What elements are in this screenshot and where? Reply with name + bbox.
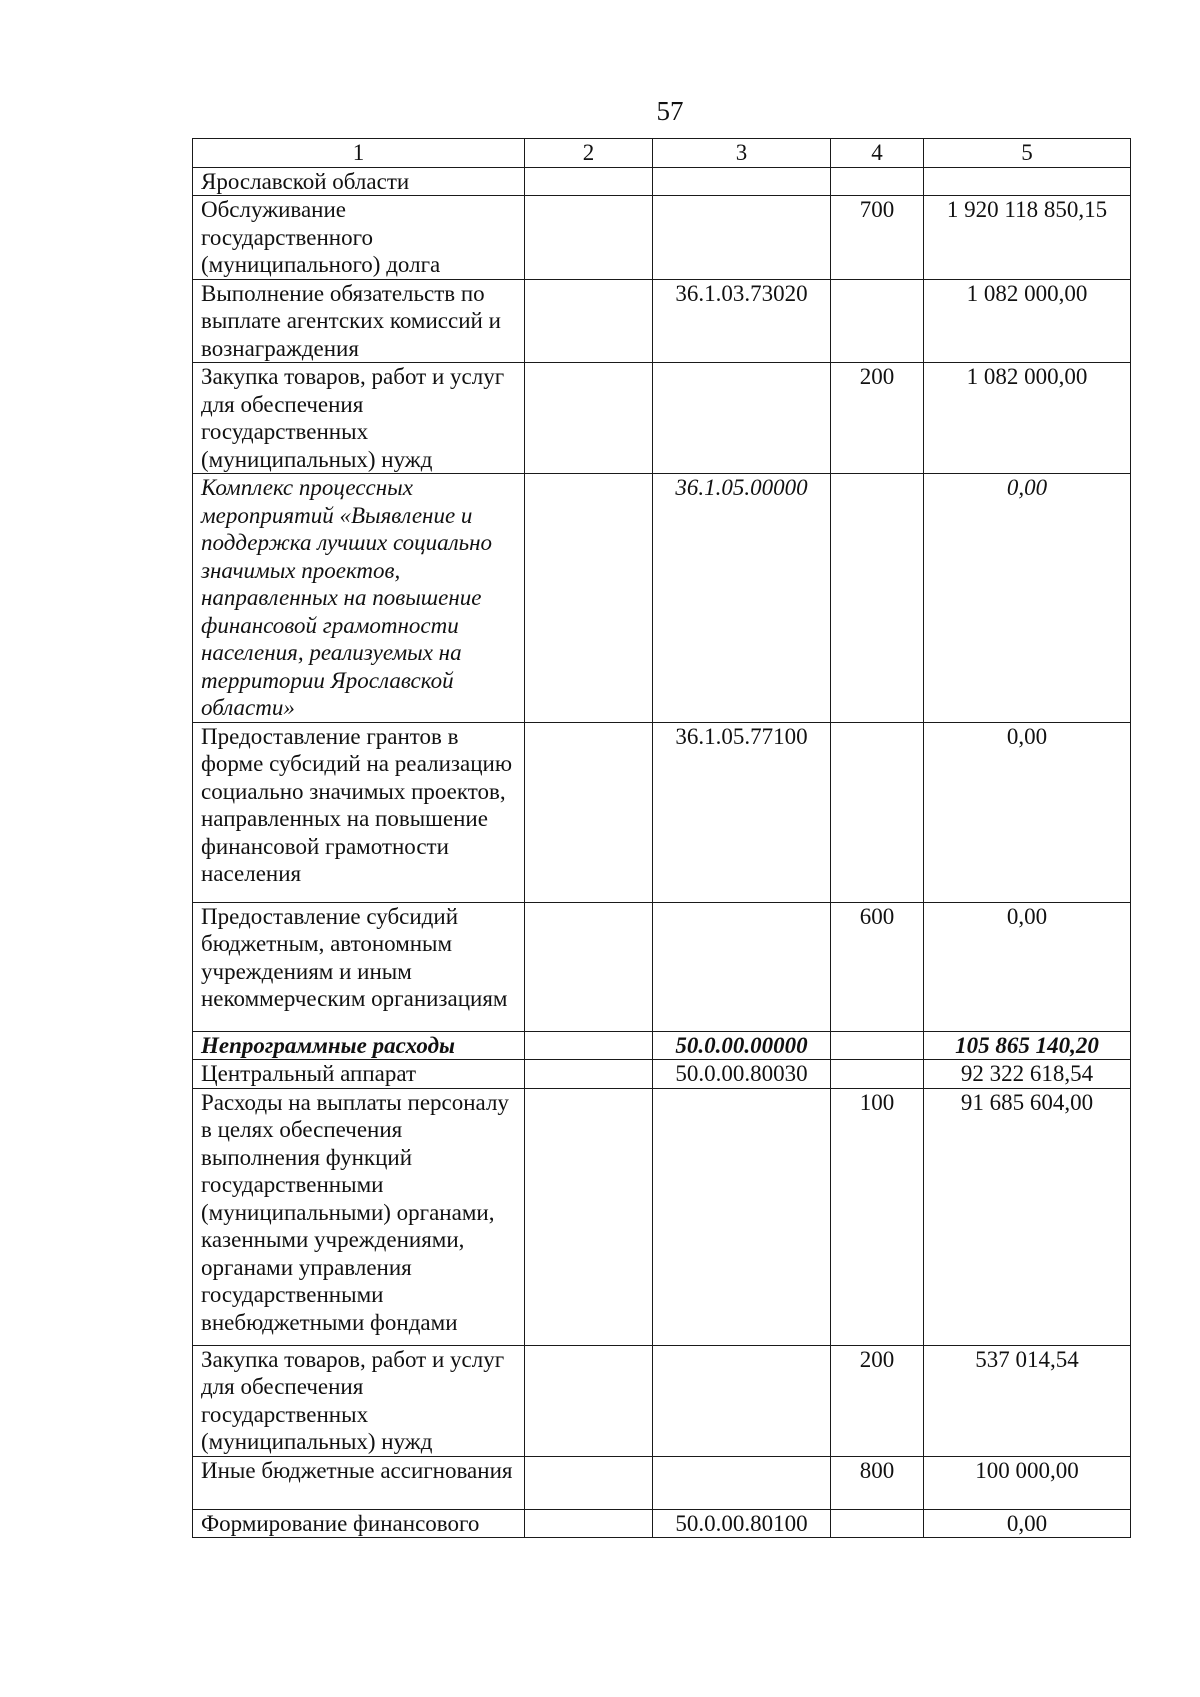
table-row [193, 1456, 1131, 1509]
row-amount-cell: 0,00 [924, 474, 1131, 723]
row-type-cell: 200 [831, 363, 924, 474]
table-row [193, 1060, 1131, 1089]
row-col2-cell [525, 902, 653, 1031]
row-amount-cell: 0,00 [924, 722, 1131, 902]
row-name-cell: Обслуживание государственного (муниципального) долга [193, 196, 525, 280]
row-code-cell: 50.0.00.80030 [653, 1060, 831, 1089]
row-type-cell [831, 279, 924, 363]
row-amount-cell: 1 920 118 850,15 [924, 196, 1131, 280]
row-name-cell: Расходы на выплаты персоналу в целях обеспечения выполнения функций государственными (муниципальными) органами, казенными учреждениями, органами управления государственными внебюджетными фондами [193, 1088, 525, 1345]
row-amount-cell: 1 082 000,00 [924, 279, 1131, 363]
row-code-cell: 36.1.03.73020 [653, 279, 831, 363]
row-amount-cell: 100 000,00 [924, 1456, 1131, 1509]
row-col2-cell [525, 167, 653, 196]
row-amount-cell: 1 082 000,00 [924, 363, 1131, 474]
row-col2-cell [525, 196, 653, 280]
row-type-cell: 700 [831, 196, 924, 280]
row-amount-cell [924, 167, 1131, 196]
row-type-cell [831, 1509, 924, 1538]
table-row [193, 1031, 1131, 1060]
row-type-cell [831, 1060, 924, 1089]
row-name-cell: Закупка товаров, работ и услуг для обеспечения государственных (муниципальных) нужд [193, 363, 525, 474]
row-name-cell: Предоставление грантов в форме субсидий на реализацию социально значимых проектов, направленных на повышение финансовой грамотности населения [193, 722, 525, 902]
row-name-cell: Предоставление субсидий бюджетным, автономным учреждениям и иным некоммерческим организациям [193, 902, 525, 1031]
row-code-cell: 50.0.00.00000 [653, 1031, 831, 1060]
row-code-cell [653, 1456, 831, 1509]
table-row [193, 279, 1131, 363]
table-row [193, 722, 1131, 902]
row-type-cell: 600 [831, 902, 924, 1031]
row-name-cell: Формирование финансового [193, 1509, 525, 1538]
row-type-cell: 100 [831, 1088, 924, 1345]
table-row [193, 1345, 1131, 1456]
row-type-cell [831, 722, 924, 902]
table-row [193, 363, 1131, 474]
row-name-cell: Закупка товаров, работ и услуг для обеспечения государственных (муниципальных) нужд [193, 1345, 525, 1456]
row-amount-cell: 92 322 618,54 [924, 1060, 1131, 1089]
row-name-cell: Непрограммные расходы [193, 1031, 525, 1060]
row-name-cell: Комплекс процессных мероприятий «Выявление и поддержка лучших социально значимых проектов, направленных на повышение финансовой грамотности населения, реализуемых на территории Ярославской области» [193, 474, 525, 723]
table-row [193, 902, 1131, 1031]
row-type-cell [831, 1031, 924, 1060]
row-code-cell [653, 196, 831, 280]
row-code-cell: 36.1.05.77100 [653, 722, 831, 902]
table-row [193, 196, 1131, 280]
row-col2-cell [525, 279, 653, 363]
row-code-cell [653, 1088, 831, 1345]
header-cell-2: 2 [525, 139, 653, 168]
budget-table-body [193, 139, 1131, 1538]
row-name-cell: Центральный аппарат [193, 1060, 525, 1089]
row-amount-cell: 0,00 [924, 902, 1131, 1031]
row-type-cell: 800 [831, 1456, 924, 1509]
row-col2-cell [525, 1088, 653, 1345]
row-code-cell [653, 902, 831, 1031]
table-row [193, 1088, 1131, 1345]
row-name-cell: Ярославской области [193, 167, 525, 196]
row-name-cell: Иные бюджетные ассигнования [193, 1456, 525, 1509]
row-amount-cell: 0,00 [924, 1509, 1131, 1538]
budget-table [192, 138, 1131, 1538]
row-name-cell: Выполнение обязательств по выплате агентских комиссий и вознаграждения [193, 279, 525, 363]
row-type-cell [831, 167, 924, 196]
row-col2-cell [525, 1345, 653, 1456]
row-col2-cell [525, 1060, 653, 1089]
page-number: 57 [656, 96, 684, 126]
row-code-cell [653, 167, 831, 196]
table-row [193, 167, 1131, 196]
header-cell-3: 3 [653, 139, 831, 168]
row-type-cell [831, 474, 924, 723]
row-col2-cell [525, 363, 653, 474]
header-cell-1: 1 [193, 139, 525, 168]
row-amount-cell: 91 685 604,00 [924, 1088, 1131, 1345]
row-code-cell: 36.1.05.00000 [653, 474, 831, 723]
row-col2-cell [525, 1031, 653, 1060]
row-code-cell [653, 363, 831, 474]
row-col2-cell [525, 474, 653, 723]
table-header-row [193, 139, 1131, 168]
row-amount-cell: 105 865 140,20 [924, 1031, 1131, 1060]
table-row [193, 1509, 1131, 1538]
row-code-cell: 50.0.00.80100 [653, 1509, 831, 1538]
header-cell-5: 5 [924, 139, 1131, 168]
row-col2-cell [525, 1509, 653, 1538]
table-row [193, 474, 1131, 723]
row-code-cell [653, 1345, 831, 1456]
row-type-cell: 200 [831, 1345, 924, 1456]
row-col2-cell [525, 1456, 653, 1509]
row-col2-cell [525, 722, 653, 902]
header-cell-4: 4 [831, 139, 924, 168]
row-amount-cell: 537 014,54 [924, 1345, 1131, 1456]
